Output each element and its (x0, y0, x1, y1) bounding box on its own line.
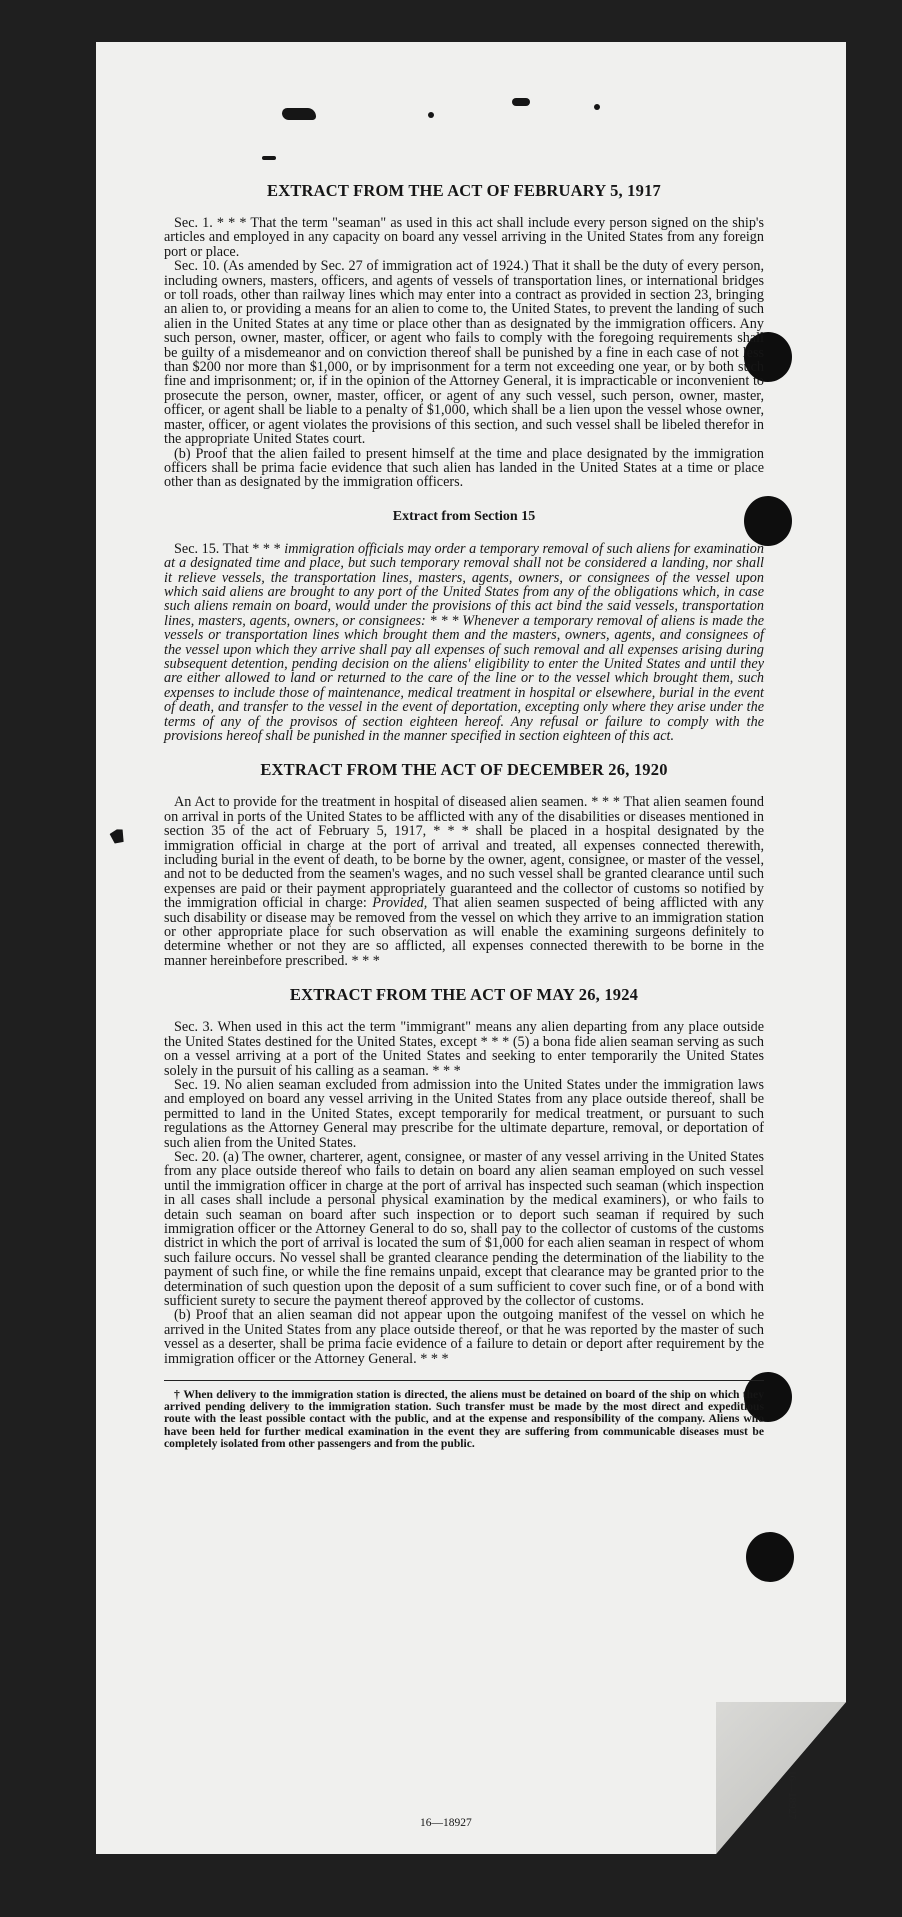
ink-blot (512, 98, 530, 106)
paragraph-sec-10: Sec. 10. (As amended by Sec. 27 of immigration act of 1924.) That it shall be the duty of every person, including owners, masters, officers, and agents of vessels of transportation lines, or international bridges or toll roads, other than railway lines which may enter into a contract as provided in section 23, bringing an alien to, or providing a means for an alien to come to, the United States, to prevent the landing of such alien in the United States at any time or place other than as designated by the immigration officers. Any such person, owner, master, officer, or agent who fails to comply with the foregoing requirements shall be guilty of a misdemeanor and on conviction thereof shall be punished by a fine in each case of not less than $200 nor more than $1,000, or by imprisonment for a term not exceeding one year, or by both such fine and imprisonment; or, if in the opinion of the Attorney General, it is impracticable or inconvenient to prosecute the person, owner, master, officer, or agent of any such vessel, such person, owner, master, officer, or agent shall be liable to a penalty of $1,000, which shall be a lien upon the vessel whose owner, master, officer, or agent violates the provisions of this section, and such vessel shall be libeled therefor in the appropriate United States court. (164, 258, 764, 448)
sec-15-italic-text: immigration officials may order a temporary removal of such aliens for examination at a designated time and place, but such temporary removal shall not be considered a landing, nor shall it relieve vessels, the transportation lines, masters, agents, owners, or consignees of the vessel upon which said aliens are brought to any port of the United States from any of the obligations which, in case such aliens remain on board, would under the provisions of this act bind the said vessels, transportation lines, masters, agents, owners, or consignees: * * * Whenever a temporary removal of aliens is made the vessels or transportation lines which brought them and the masters, owners, agents, and consignees of the vessel upon which they arrive shall pay all expenses of such removal and all expenses arising during subsequent detention, pending decision on the aliens' eligibility to enter the United States and until they are either allowed to land or returned to the care of the line or to the vessel which brought them, such expenses to include those of maintenance, medical treatment in hospital or elsewhere, burial in the event of death, and transfer to the vessel in the event of deportation, excepting only where they arise under the terms of any of the provisos of section eighteen hereof. Any refusal or failure to comply with the provisions hereof shall be punished in the manner specified in section eighteen of this act. (164, 540, 764, 744)
act-1920-text-a: An Act to provide for the treatment in hospital of diseased alien seamen. * * * That alien seamen found on arrival in ports of the United States to be afflicted with any of the disabilities or diseases mentioned in section 35 of the act of February 5, 1917, * * * shall be placed in a hospital designated by the immigration official in charge at the port of arrival and treated, all expenses connected therewith, including burial in the event of death, to be borne by the owner, agent, consignee, or master of the vessel, and not to be deducted from the seamen's wages, and no such vessel shall be granted clearance until such expenses are paid or their payment appropriately guaranteed and the collector of customs so notified by the immigration official in charge: (164, 794, 764, 912)
act-1920-provided: Provided, (372, 895, 428, 912)
section-heading-dec-1920: EXTRACT FROM THE ACT OF DECEMBER 26, 1920 (260, 760, 668, 780)
footnote-divider (164, 1380, 764, 1381)
folded-corner (716, 1702, 846, 1854)
ink-blot (262, 156, 276, 160)
paragraph-sec-10-b: (b) Proof that the alien failed to present himself at the time and place designated by the immigration officers shall be prima facie evidence that such alien has landed in the United States at a time or place other than as designated by the immigration officers. (164, 445, 764, 491)
paragraph-sec-20: Sec. 20. (a) The owner, charterer, agent, consignee, or master of any vessel arriving in the United States from any place outside thereof who fails to detain on board any alien seaman employed on such vessel until the immigration officer in charge at the port of arrival has inspected such seaman (which inspection in all cases shall include a personal physical examination by the medical examiners), or who fails to detain such seaman on board after such inspection or to deport such seaman if required by such immigration officer or the Attorney General to do so, shall pay to the collector of customs of the customs district in which the port of arrival is located the sum of $1,000 for each alien seaman in respect of whom such failure occurs. No vessel shall be granted clearance pending the determination of the liability to the payment of such fine, or while the fine remains unpaid, except that clearance may be granted prior to the determination of such question upon the deposit of a sum sufficient to cover such fine, or of a bond with sufficient surety to secure the payment thereof approved by the collector of customs. (164, 1148, 764, 1309)
paragraph-sec-20-b: (b) Proof that an alien seaman did not appear upon the outgoing manifest of the vessel on which he arrived in the United States from any place outside thereof, or that he was reported by the master of such vessel as a deserter, shall be prima facie evidence of a failure to detain or deport after requirement by the immigration officer or the Attorney General. * * * (164, 1307, 764, 1367)
paragraph-sec-15 (164, 542, 764, 744)
subheading-section-15: Extract from Section 15 (392, 508, 536, 524)
form-number: 16—18927 (420, 1817, 472, 1829)
ink-blot (282, 108, 316, 120)
folded-corner-form-number: 16—18927 (786, 1770, 798, 1820)
sec-15-lead: Sec. 15. That * * * (174, 540, 281, 557)
ink-blot (594, 104, 600, 110)
footnote: † When delivery to the immigration station is directed, the aliens must be detained on board of the ship on which they arrived pending delivery to the immigration station. Such transfer must be made by the most direct and expeditious route with the least possible contact with the public, and at the expense and responsibility of the company. Aliens who have been held for further medical examination in the event they are suffering from communicable diseases must be completely isolated from other passengers and from the public. (164, 1388, 764, 1450)
document-body (164, 176, 764, 1450)
section-heading-may-1924: EXTRACT FROM THE ACT OF MAY 26, 1924 (289, 985, 639, 1005)
act-1920-text-b: That alien seamen suspected of being afflicted with any such disability or disease may be removed from the vessel on which they arrive to an immigration station or other appropriate place for such observation as will enable the examining surgeons definitely to determine whether or not they are so afflicted, all expenses connected therewith to be borne in the manner hereinbefore prescribed. * * * (164, 895, 765, 969)
section-heading-feb-1917: EXTRACT FROM THE ACT OF FEBRUARY 5, 1917 (267, 181, 661, 200)
binder-hole (746, 1532, 794, 1582)
paragraph-sec-1: Sec. 1. * * * That the term "seaman" as used in this act shall include every person signed on the ship's articles and employed in any capacity on board any vessel arriving in the United States from any foreign port or place. (164, 215, 764, 260)
paragraph-act-1920 (164, 795, 764, 968)
paragraph-sec-3: Sec. 3. When used in this act the term "immigrant" means any alien departing from any place outside the United States destined for the United States, except * * * (5) a bona fide alien seaman serving as such on a vessel arriving at a port of the United States and seeking to enter temporarily the United States solely in the pursuit of his calling as a seaman. * * * (164, 1019, 764, 1079)
ink-blot (428, 112, 434, 118)
paragraph-sec-19: Sec. 19. No alien seaman excluded from admission into the United States under the immigration laws and employed on board any vessel arriving in the United States from any place outside thereof, shall be permitted to land in the United States, except temporarily for medical treatment, or pursuant to such regulations as the Attorney General may prescribe for the ultimate departure, removal, or deportation of such alien from the United States. (164, 1076, 764, 1151)
